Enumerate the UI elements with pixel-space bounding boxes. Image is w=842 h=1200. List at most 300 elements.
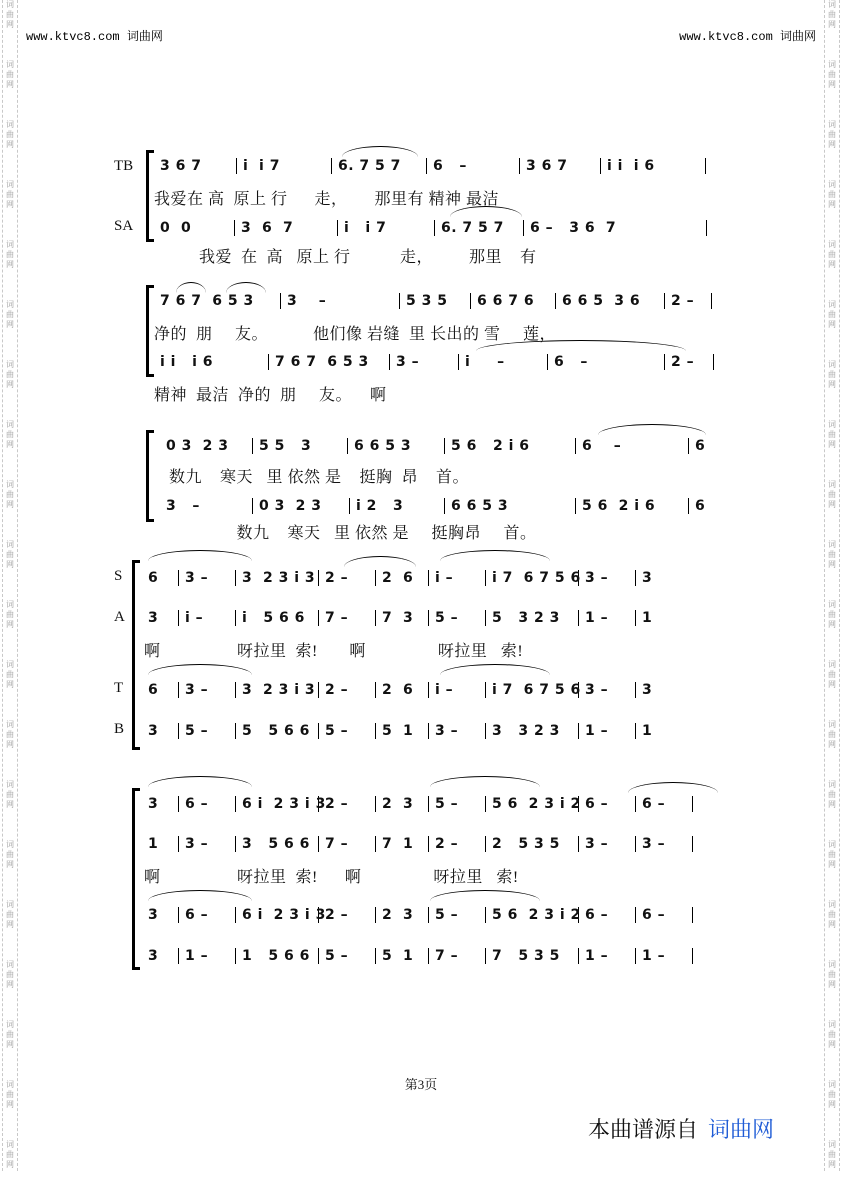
measure: 5 –: [429, 796, 486, 812]
tie: [344, 556, 416, 567]
edge-watermark-glyph: 词: [6, 1140, 14, 1149]
measure: 2 –: [665, 354, 714, 370]
lyric-line: 精神 最洁 净的 朋 友。 啊: [154, 387, 387, 404]
edge-watermark-glyph: 词: [6, 900, 14, 909]
measure: 0 3 2 3: [160, 438, 253, 454]
edge-watermark-glyph: 网: [6, 500, 14, 509]
edge-watermark-glyph: 曲: [6, 970, 14, 979]
edge-watermark-glyph: 词: [828, 0, 836, 9]
edge-watermark-glyph: 词: [828, 660, 836, 669]
source-credit: [588, 1113, 774, 1144]
measure: 3 –: [179, 570, 236, 586]
measure: 2 –: [319, 570, 376, 586]
measure: 1: [642, 610, 653, 626]
staff-soprano: [142, 794, 693, 814]
edge-watermark-glyph: 网: [828, 320, 836, 329]
edge-watermark-glyph: 曲: [6, 10, 14, 19]
source-site-link[interactable]: 词曲网: [708, 1118, 775, 1143]
measure: 3 2 3 i 3: [236, 570, 319, 586]
edge-watermark-glyph: 曲: [6, 490, 14, 499]
edge-watermark-glyph: 词: [6, 540, 14, 549]
edge-watermark-glyph: 曲: [828, 970, 836, 979]
edge-watermark-glyph: 曲: [828, 550, 836, 559]
edge-watermark-glyph: 网: [6, 860, 14, 869]
edge-watermark-glyph: 曲: [828, 430, 836, 439]
page-number: 第3页: [404, 1077, 438, 1092]
measure: i –: [429, 682, 486, 698]
edge-gap: [3, 870, 17, 900]
edge-watermark-glyph: 词: [828, 1020, 836, 1029]
edge-gap: [825, 690, 839, 720]
system-brace: [146, 150, 149, 242]
measure: 3: [642, 570, 653, 586]
staff-lower: [154, 352, 714, 372]
slur: [176, 282, 206, 293]
lyric-line: 我爱在 高 原上 行 走， 那里有 精神 最洁: [154, 191, 500, 208]
edge-watermark-glyph: 曲: [828, 1150, 836, 1159]
measure: 1 5 6 6: [236, 948, 319, 964]
measure: 6 6 5 3: [445, 498, 576, 514]
edge-watermark-glyph: 词: [6, 660, 14, 669]
measure: 6. 7 5 7: [332, 158, 427, 174]
voice-label: SA: [114, 218, 134, 234]
tie: [148, 776, 252, 787]
header-watermark-right: www.ktvc8.com 词曲网: [679, 30, 816, 44]
system-brace: [146, 285, 149, 377]
lyric-line: 数九 寒天 里 依然 是 挺胸昂 首。: [160, 525, 537, 542]
staff-alto: [142, 834, 693, 854]
slur: [226, 282, 266, 293]
edge-gap: [3, 630, 17, 660]
edge-watermark-glyph: 曲: [6, 730, 14, 739]
edge-watermark-glyph: 词: [828, 1140, 836, 1149]
measure: 3 –: [579, 836, 636, 852]
measure: 6 –: [179, 907, 236, 923]
edge-watermark-glyph: 词: [6, 0, 14, 9]
edge-gap: [825, 90, 839, 120]
measure: 2 –: [319, 796, 376, 812]
measure: 5 3 2 3: [486, 610, 579, 626]
left-watermark-strip: [2, 0, 18, 1171]
measure: 5 5 3: [253, 438, 348, 454]
edge-watermark-glyph: 词: [6, 360, 14, 369]
edge-gap: [3, 510, 17, 540]
measure: i i i 6: [154, 354, 269, 370]
tie: [440, 664, 550, 675]
measure: 6 –: [579, 907, 636, 923]
edge-watermark-glyph: 曲: [6, 1090, 14, 1099]
measure: 2 3: [376, 907, 429, 923]
measure: 3 6 7: [154, 158, 237, 174]
edge-gap: [3, 930, 17, 960]
measure: 6: [142, 570, 179, 586]
measure: 5 6 2 3 i 2: [486, 796, 579, 812]
measure: 3 –: [579, 682, 636, 698]
edge-watermark-glyph: 词: [6, 1080, 14, 1089]
edge-watermark-glyph: 曲: [6, 370, 14, 379]
edge-gap: [825, 870, 839, 900]
measure: 6: [142, 682, 179, 698]
staff-tb: [154, 156, 706, 176]
edge-watermark-glyph: 网: [6, 1100, 14, 1109]
edge-watermark-glyph: 曲: [6, 850, 14, 859]
measure: 6 –: [579, 796, 636, 812]
edge-watermark-glyph: 曲: [828, 10, 836, 19]
edge-watermark-glyph: 网: [6, 560, 14, 569]
measure: 3 –: [390, 354, 459, 370]
system-brace: [146, 430, 149, 522]
measure: 1 –: [579, 723, 636, 739]
edge-watermark-glyph: 词: [6, 600, 14, 609]
edge-gap: [3, 1110, 17, 1140]
measure: 5 1: [376, 948, 429, 964]
edge-watermark-glyph: 词: [828, 180, 836, 189]
edge-gap: [3, 750, 17, 780]
edge-watermark-glyph: 网: [828, 920, 836, 929]
edge-watermark-glyph: 曲: [828, 130, 836, 139]
measure: 1 –: [579, 948, 636, 964]
edge-watermark-glyph: 网: [6, 740, 14, 749]
edge-watermark-glyph: 曲: [828, 910, 836, 919]
voice-label: TB: [114, 158, 134, 174]
measure: 7 5 3 5: [486, 948, 579, 964]
edge-gap: [3, 1170, 17, 1200]
lyric-line: 净的 朋 友。 他们像 岩缝 里 长出的 雪 莲，: [154, 326, 557, 343]
edge-watermark-glyph: 网: [828, 800, 836, 809]
edge-watermark-glyph: 词: [828, 780, 836, 789]
measure: 0 0: [154, 220, 235, 236]
staff-soprano: [142, 568, 662, 588]
edge-gap: [3, 690, 17, 720]
edge-gap: [825, 1110, 839, 1140]
edge-watermark-glyph: 词: [6, 960, 14, 969]
tie: [430, 776, 540, 787]
edge-watermark-glyph: 网: [6, 440, 14, 449]
measure: 7 –: [319, 610, 376, 626]
measure: 2 –: [319, 682, 376, 698]
measure: 5 –: [319, 948, 376, 964]
edge-watermark-glyph: 曲: [828, 70, 836, 79]
edge-gap: [825, 810, 839, 840]
edge-watermark-glyph: 网: [6, 200, 14, 209]
edge-gap: [825, 150, 839, 180]
measure: i –: [459, 354, 548, 370]
edge-watermark-glyph: 网: [828, 680, 836, 689]
staff-upper: [160, 436, 721, 456]
edge-watermark-glyph: 词: [828, 1080, 836, 1089]
edge-gap: [825, 270, 839, 300]
measure: 3 –: [281, 293, 400, 309]
measure: 2 –: [665, 293, 712, 309]
measure: 3 3 2 3: [486, 723, 579, 739]
edge-watermark-glyph: 曲: [828, 310, 836, 319]
measure: 6 6 5 3: [348, 438, 445, 454]
lyric-line: 数九 寒天 里 依然 是 挺胸 昂 首。: [160, 469, 470, 486]
measure: 5 –: [429, 610, 486, 626]
measure: 6 6 5 3 6: [556, 293, 665, 309]
edge-watermark-glyph: 网: [6, 140, 14, 149]
measure: i 7 6 7 5 6: [486, 570, 579, 586]
edge-watermark-glyph: 词: [6, 480, 14, 489]
edge-watermark-glyph: 词: [828, 60, 836, 69]
measure: 3: [142, 948, 179, 964]
edge-watermark-glyph: 曲: [828, 370, 836, 379]
measure: 2 5 3 5: [486, 836, 579, 852]
edge-watermark-glyph: 网: [6, 260, 14, 269]
edge-watermark-glyph: 词: [828, 960, 836, 969]
edge-watermark-glyph: 词: [828, 900, 836, 909]
measure: 2 –: [319, 907, 376, 923]
edge-watermark-glyph: 曲: [6, 670, 14, 679]
edge-watermark-glyph: 词: [6, 840, 14, 849]
edge-gap: [825, 510, 839, 540]
measure: i –: [429, 570, 486, 586]
system-brace: [132, 560, 135, 750]
staff-upper: [154, 291, 712, 311]
measure: 6 –: [179, 796, 236, 812]
edge-gap: [3, 270, 17, 300]
edge-watermark-glyph: 曲: [6, 1030, 14, 1039]
measure: 7 –: [429, 948, 486, 964]
staff-lower: [160, 496, 721, 516]
measure: 2 6: [376, 570, 429, 586]
tie: [148, 890, 252, 901]
measure: 1: [642, 723, 653, 739]
edge-watermark-glyph: 曲: [6, 430, 14, 439]
edge-watermark-glyph: 曲: [6, 1150, 14, 1159]
edge-watermark-glyph: 网: [6, 920, 14, 929]
edge-gap: [3, 150, 17, 180]
measure: 3 –: [579, 570, 636, 586]
measure: 7 1: [376, 836, 429, 852]
staff-tenor: [142, 905, 693, 925]
edge-watermark-glyph: 网: [828, 440, 836, 449]
edge-watermark-glyph: 网: [828, 740, 836, 749]
measure: 6 –: [548, 354, 665, 370]
tie: [440, 550, 550, 561]
tie: [598, 424, 706, 435]
edge-watermark-glyph: 网: [828, 260, 836, 269]
measure: 3: [642, 682, 653, 698]
edge-watermark-glyph: 词: [6, 240, 14, 249]
edge-watermark-glyph: 词: [828, 300, 836, 309]
edge-watermark-glyph: 词: [828, 600, 836, 609]
header-watermark-left: www.ktvc8.com 词曲网: [26, 30, 163, 44]
measure: 7 6 7 6 5 3: [154, 293, 281, 309]
measure: 0 3 2 3: [253, 498, 350, 514]
edge-gap: [3, 450, 17, 480]
edge-watermark-glyph: 曲: [828, 610, 836, 619]
edge-gap: [825, 630, 839, 660]
staff-alto: [142, 608, 662, 628]
edge-gap: [825, 750, 839, 780]
measure: 3 –: [160, 498, 253, 514]
edge-watermark-glyph: 词: [6, 1020, 14, 1029]
measure: 5 6 2 i 6: [576, 498, 689, 514]
measure: 6 –: [636, 907, 693, 923]
measure: 1 –: [579, 610, 636, 626]
edge-watermark-glyph: 词: [828, 720, 836, 729]
edge-watermark-glyph: 网: [828, 20, 836, 29]
measure: i 2 3: [350, 498, 445, 514]
measure: 3 5 6 6: [236, 836, 319, 852]
edge-gap: [825, 990, 839, 1020]
edge-watermark-glyph: 词: [828, 840, 836, 849]
voice-label: T: [114, 680, 124, 696]
edge-gap: [825, 390, 839, 420]
edge-watermark-glyph: 网: [828, 200, 836, 209]
edge-watermark-glyph: 词: [6, 420, 14, 429]
edge-watermark-glyph: 网: [828, 980, 836, 989]
edge-watermark-glyph: 网: [828, 1040, 836, 1049]
edge-watermark-glyph: 曲: [828, 490, 836, 499]
edge-watermark-glyph: 曲: [6, 70, 14, 79]
measure: 5 –: [179, 723, 236, 739]
staff-sa: [154, 218, 707, 238]
measure: 2 –: [429, 836, 486, 852]
measure: 6 –: [636, 796, 693, 812]
voice-label: A: [114, 609, 125, 625]
edge-watermark-glyph: 网: [6, 20, 14, 29]
edge-watermark-glyph: 曲: [828, 1090, 836, 1099]
measure: 6: [695, 438, 706, 454]
edge-watermark-glyph: 词: [828, 420, 836, 429]
edge-watermark-glyph: 网: [828, 860, 836, 869]
edge-watermark-glyph: 网: [6, 980, 14, 989]
measure: 3: [142, 723, 179, 739]
edge-watermark-glyph: 曲: [828, 1030, 836, 1039]
edge-gap: [3, 90, 17, 120]
measure: 6 – 3 6 7: [524, 220, 707, 236]
edge-watermark-glyph: 网: [6, 380, 14, 389]
measure: 3: [142, 796, 179, 812]
edge-watermark-glyph: 词: [828, 540, 836, 549]
edge-watermark-glyph: 曲: [6, 310, 14, 319]
source-prefix: 本曲谱源自: [588, 1118, 699, 1143]
measure: 5 –: [429, 907, 486, 923]
edge-watermark-glyph: 网: [6, 1040, 14, 1049]
edge-watermark-glyph: 网: [828, 380, 836, 389]
measure: 5 6 2 i 6: [445, 438, 576, 454]
measure: 1 –: [179, 948, 236, 964]
edge-gap: [3, 390, 17, 420]
edge-gap: [3, 30, 17, 60]
edge-watermark-glyph: 曲: [828, 730, 836, 739]
edge-watermark-glyph: 网: [6, 800, 14, 809]
measure: 5 –: [319, 723, 376, 739]
edge-watermark-glyph: 网: [6, 80, 14, 89]
lyric-line: 啊 呀拉里 索! 啊 呀拉里 索!: [144, 869, 519, 886]
measure: i 7 6 7 5 6: [486, 682, 579, 698]
edge-watermark-glyph: 曲: [828, 790, 836, 799]
edge-watermark-glyph: 曲: [828, 250, 836, 259]
edge-gap: [825, 1170, 839, 1200]
edge-watermark-glyph: 网: [6, 1160, 14, 1169]
edge-watermark-glyph: 曲: [6, 790, 14, 799]
measure: 3 2 3 i 3: [236, 682, 319, 698]
edge-watermark-glyph: 曲: [6, 610, 14, 619]
edge-watermark-glyph: 曲: [6, 130, 14, 139]
edge-watermark-glyph: 曲: [828, 670, 836, 679]
measure: i i 7: [237, 158, 332, 174]
edge-gap: [825, 450, 839, 480]
edge-watermark-glyph: 网: [828, 1100, 836, 1109]
measure: 6 i 2 3 i 3: [236, 907, 319, 923]
measure: 5 6 2 3 i 2: [486, 907, 579, 923]
right-watermark-strip: [824, 0, 840, 1171]
measure: 2 6: [376, 682, 429, 698]
edge-watermark-glyph: 曲: [6, 550, 14, 559]
staff-bass: [142, 721, 662, 741]
measure: 5 1: [376, 723, 429, 739]
measure: 6 6 7 6: [471, 293, 556, 309]
edge-watermark-glyph: 曲: [6, 250, 14, 259]
measure: 3 –: [429, 723, 486, 739]
measure: 7 –: [319, 836, 376, 852]
edge-watermark-glyph: 词: [828, 120, 836, 129]
edge-gap: [3, 330, 17, 360]
measure: 3: [142, 907, 179, 923]
staff-bass: [142, 946, 693, 966]
edge-watermark-glyph: 网: [828, 1160, 836, 1169]
edge-watermark-glyph: 网: [828, 80, 836, 89]
edge-watermark-glyph: 词: [828, 480, 836, 489]
measure: 5 5 6 6: [236, 723, 319, 739]
edge-watermark-glyph: 曲: [6, 910, 14, 919]
edge-watermark-glyph: 曲: [828, 190, 836, 199]
edge-gap: [825, 570, 839, 600]
measure: i –: [179, 610, 236, 626]
measure: 6 i 2 3 i 3: [236, 796, 319, 812]
measure: 6. 7 5 7: [435, 220, 524, 236]
edge-gap: [3, 210, 17, 240]
measure: 1 –: [636, 948, 693, 964]
measure: 5 3 5: [400, 293, 471, 309]
edge-watermark-glyph: 网: [828, 140, 836, 149]
edge-gap: [825, 30, 839, 60]
edge-watermark-glyph: 曲: [6, 190, 14, 199]
measure: 7 3: [376, 610, 429, 626]
tie: [628, 782, 718, 793]
edge-watermark-glyph: 词: [6, 60, 14, 69]
measure: 3 –: [179, 836, 236, 852]
slur: [342, 146, 418, 157]
voice-label: S: [114, 568, 123, 584]
edge-watermark-glyph: 词: [828, 240, 836, 249]
edge-watermark-glyph: 词: [6, 780, 14, 789]
edge-watermark-glyph: 词: [828, 360, 836, 369]
tie: [148, 664, 252, 675]
measure: 6 –: [576, 438, 689, 454]
edge-gap: [825, 210, 839, 240]
edge-watermark-glyph: 网: [828, 560, 836, 569]
measure: 2 3: [376, 796, 429, 812]
measure: 3 6 7: [520, 158, 601, 174]
edge-watermark-glyph: 网: [6, 620, 14, 629]
edge-gap: [3, 990, 17, 1020]
tie: [430, 890, 540, 901]
edge-gap: [3, 810, 17, 840]
measure: 3 –: [179, 682, 236, 698]
measure: 3: [142, 610, 179, 626]
edge-watermark-glyph: 网: [828, 500, 836, 509]
measure: 3 6 7: [235, 220, 338, 236]
lyric-line: 我爱 在 高 原上 行 走， 那里 有: [154, 249, 537, 266]
edge-gap: [825, 930, 839, 960]
measure: 3 –: [636, 836, 693, 852]
measure: i 5 6 6: [236, 610, 319, 626]
system-brace: [132, 788, 135, 970]
